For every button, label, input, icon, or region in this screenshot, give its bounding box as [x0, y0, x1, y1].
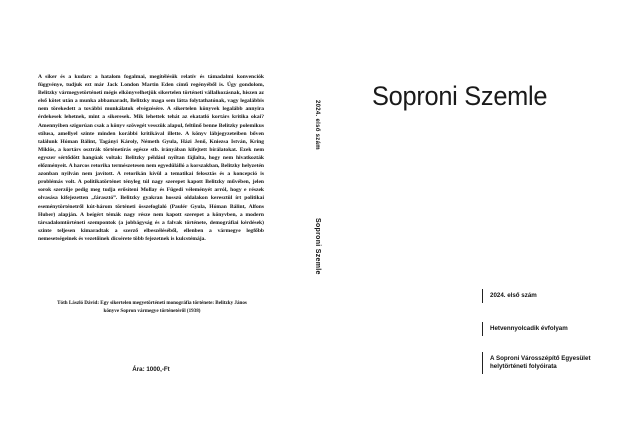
publisher-line-2: helytörténeti folyóirata	[490, 363, 557, 370]
price-label: Ára: 1000,-Ft	[132, 366, 170, 373]
spine-issue-label: 2024. első szám	[314, 100, 320, 150]
issue-text: 2024. első szám	[490, 291, 537, 299]
issue-label	[482, 289, 537, 303]
back-cover-caption: Tóth László Dávid: Egy sikertelen megyetörténeti monográfia története: Belitzky János könyve Sopron vármegye történetéről (1938)	[57, 300, 247, 314]
publisher-label	[482, 352, 591, 374]
volume-text: Hetvennyolcadik évfolyam	[490, 324, 568, 332]
volume-label	[482, 322, 568, 336]
journal-title: Soproni Szemle	[372, 81, 548, 111]
back-cover	[0, 0, 300, 445]
publisher-line-1: A Soproni Városszépítő Egyesület	[490, 354, 591, 362]
spine-title: Soproni Szemle	[314, 218, 321, 275]
front-cover	[332, 0, 640, 445]
back-cover-text: A siker és a kudarc a hatalom fogalmai, megítélésük relatív és támadalmi konvenciók függvénye, tudjuk ezt már Jack London Martin Eden című regényéből is. Úgy gondolom, Belitzky vármegyetörténeti mégis elkönyvelhetjük sikertelen történeti vállalkozásnak, hiszen az első kötet után a munka abbamaradt, Belitzky maga sem látta folytathatónak, vagy legalábbis nem törekedett a további munkálatok elvégzésére. A sikertelen könyvek legalább annyira érdekesek lehetnek, mint a sikeresek. Mik lehettek tehát az ekatatló kortárs kritika okai? Amennyiben szigorúan csak a könyv szövegét vesszük alapul, feltűnő benne Belitzky polemikus stílusa, amellyel szinte minden korábbi kritikával illette. A könyv lábjegyzeteiben bőven találunk Hóman Bálint, Tagányi Károly, Németh Gyula, Házi Jenő, Kniezsa István, Kring Miklós, a kortárs osztrák történetírás egésze stb. irányában kifejtett bírálatokat. Ezek nem egyszer sértődött hangúak voltak: Belitzky például nyíltan fájlalta, hogy nem hivatkozták előzményeit. A harcos retorika természetesen nem egyedülálló a korszakban, Belitzky helyzetén azonban nyilván nem javított. A retorikán kívül a tematikai felosztás és a koncepció is problémás volt. A politikatörténet tényleg túl nagy szerepet kapott Belitzky művében, jelen sorok szerzője pedig meg tudja erősíteni Mollay és Fügedi véleményét arról, hogy e részek olvasása kifejezetten „fárasztó”. Belitzky gyakran hosszú oldalakon keresztül írt politikai eseménytörténetről kút-három történeti összefoglaló (Paulér Gyula, Hóman Bálint, Alfons Huber) alapján. A beígért témák nagy része nem kapott szerepet a könyvben, a modern társadalomtörténeti szempontok (a jobbágyság és a falvak története, demográfiai kérdések) szinte teljesen kimaradtak a szerző elbeszéléséből, ellenben a vármegye legfőbb nemesetségeinek és vezetőinek dicsérete több fejezetnek is kulcstémája.	[38, 74, 264, 242]
